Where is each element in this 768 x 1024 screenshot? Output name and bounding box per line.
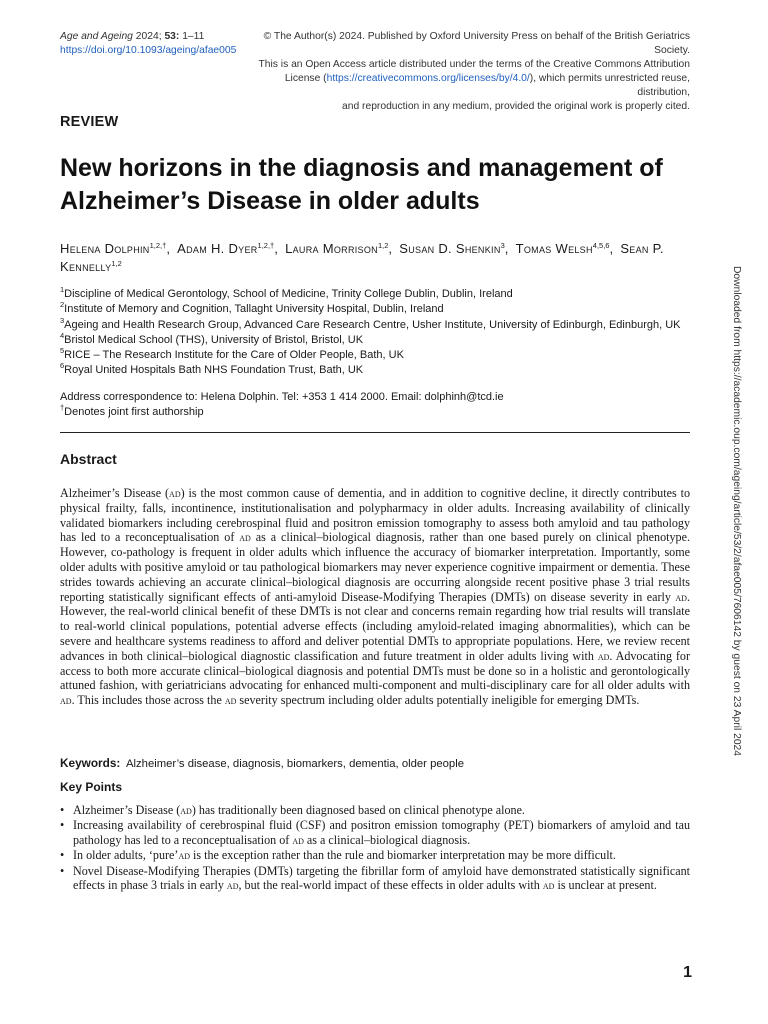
download-sidebar [730,266,744,762]
affiliation: $^3$Ageing and Health Research Group, Advanced Care Research Centre, Usher Institute, University of Edinburgh, Edinburgh, UK [60,315,681,331]
affiliation: $^4$Bristol Medical School (THS), University of Bristol, Bristol, UK [60,330,364,346]
abstract-heading: Abstract [60,451,117,467]
article-page [60,0,690,1024]
author-name: Adam H. Dyer$^{1,2,\dagger}$, [177,241,286,256]
journal-pages: 1–11 [182,31,205,42]
page-number: 1 [683,964,692,981]
author-name: Helena Dolphin$^{1,2,\dagger}$, [60,241,178,256]
keywords-label: Keywords: [60,756,121,770]
keywords-value: Alzheimer’s disease, diagnosis, biomarkers, dementia, older people [125,758,465,770]
affiliation: $^5$RICE – The Research Institute for the Care of Older People, Bath, UK [60,346,404,362]
correspondence-block [60,390,700,421]
section-label: REVIEW [60,114,119,130]
keywords-line [60,756,690,772]
author-name: Laura Morrison$^{1,2}$, [285,241,400,256]
correspondence-line: Address correspondence to: Helena Dolphin. Tel: +353 1 414 2000. Email: dolphinh@tcd.ie [60,391,504,403]
author-name: Tomas Welsh$^{4,5,6}$, [515,241,621,256]
license-line: License (https://creativecommons.org/licenses/by/4.0/), which permits unrestricted reuse, distribution, [284,73,690,98]
journal-year: 2024; [135,31,162,42]
author-name: Susan D. Shenkin$^3$, [399,241,516,256]
key-point: • In older adults, ‘pure’ad is the exception rather than the rule and biomarker interpretation may be more difficult. [60,848,616,863]
article-title: New horizons in the diagnosis and management of Alzheimer’s Disease in older adults [60,154,663,215]
key-points-list [60,803,690,894]
journal-name: Age and Ageing [60,31,133,42]
joint-authorship-note: †Denotes joint first authorship [60,403,204,419]
key-point: • Increasing availability of cerebrospinal fluid (CSF) and positron emission tomography (PET) biomarkers of amyloid and tau pathology has led to a reconceptualisation of ad as a clinical–biological diagnosis. [60,818,690,848]
license-line: This is an Open Access article distributed under the terms of the Creative Commons Attribution [258,59,690,70]
affiliation: $^6$Royal United Hospitals Bath NHS Foundation Trust, Bath, UK [60,361,364,377]
affiliation: $^1$Discipline of Medical Gerontology, School of Medicine, Trinity College Dublin, Dublin, Ireland [60,285,513,300]
key-points-heading: Key Points [60,780,123,794]
divider [60,432,690,433]
key-point: • Alzheimer’s Disease (ad) has traditionally been diagnosed based on clinical phenotype alone. [60,803,525,817]
abstract-text: Alzheimer’s Disease (ad) is the most common cause of dementia, and in addition to cognitive decline, it directly contributes to physical frailty, falls, incontinence, institutionalisation and polypharmacy in older adults. Increasing availability of clinically validated biomarkers including cerebrospinal fluid and positron emission tomography to assess both amyloid and tau pathology has led to a reconceptualisation of ad as a clinical–biological diagnosis, rather than one based purely on clinical phenotype. However, co-pathology is frequent in older adults which influence the accuracy of biomarker interpretation. Importantly, some older adults with positive amyloid or tau pathological biomarkers may never experience cognitive impairment or dementia. These strides towards achieving an accurate clinical–biological diagnosis are occurring alongside recent positive phase 3 trial results reporting statistically significant effects of anti-amyloid Disease-Modifying Therapies (DMTs) on disease severity in early ad. However, the real-world clinical benefit of these DMTs is not clear and concerns remain regarding how trial results will translate to real-world clinical populations, potential adverse effects (including amyloid-related imaging abnormalities), which can be severe and healthcare systems readiness to afford and deliver potential DMTs to appropriate populations. Here, we review recent advances in both clinical–biological diagnostic classification and future treatment in older adults living with ad. Advocating for access to both more accurate clinical–biological diagnosis and potential DMTs must be done so in a holistic and gerontologically attuned fashion, with geriatricians advocating for enhanced multi-component and multi-disciplinary care for all older adults with ad. This includes those across the ad severity spectrum including older adults potentially ineligible for emerging DMTs. [60,486,690,708]
affiliation-list [60,287,700,379]
author-name: Sean P. Kennelly$^{1,2}$ [60,241,664,274]
affiliation: $^2$Institute of Memory and Cognition, Tallaght University Hospital, Dublin, Ireland [60,300,444,316]
license-line: © The Author(s) 2024. Published by Oxford University Press on behalf of the British Geriatrics Society. [263,31,690,56]
journal-volume: 53: [164,31,180,42]
license-link[interactable]: https://creativecommons.org/licenses/by/4.0/ [326,73,530,84]
key-point: • Novel Disease-Modifying Therapies (DMTs) targeting the fibrillar form of amyloid have demonstrated statistically significant effects in phase 3 trials in early ad, but the real-world impact of these effects in older adults with ad is unclear at present. [60,863,690,893]
author-list [60,240,700,276]
license-block [230,30,690,114]
download-note: Downloaded from https://academic.oup.com/ageing/article/53/2/afae005/7606142 by guest on 23 April 2024 [731,266,742,757]
license-line: and reproduction in any medium, provided the original work is properly cited. [342,101,690,112]
doi-link[interactable]: https://doi.org/10.1093/ageing/afae005 [60,45,237,56]
